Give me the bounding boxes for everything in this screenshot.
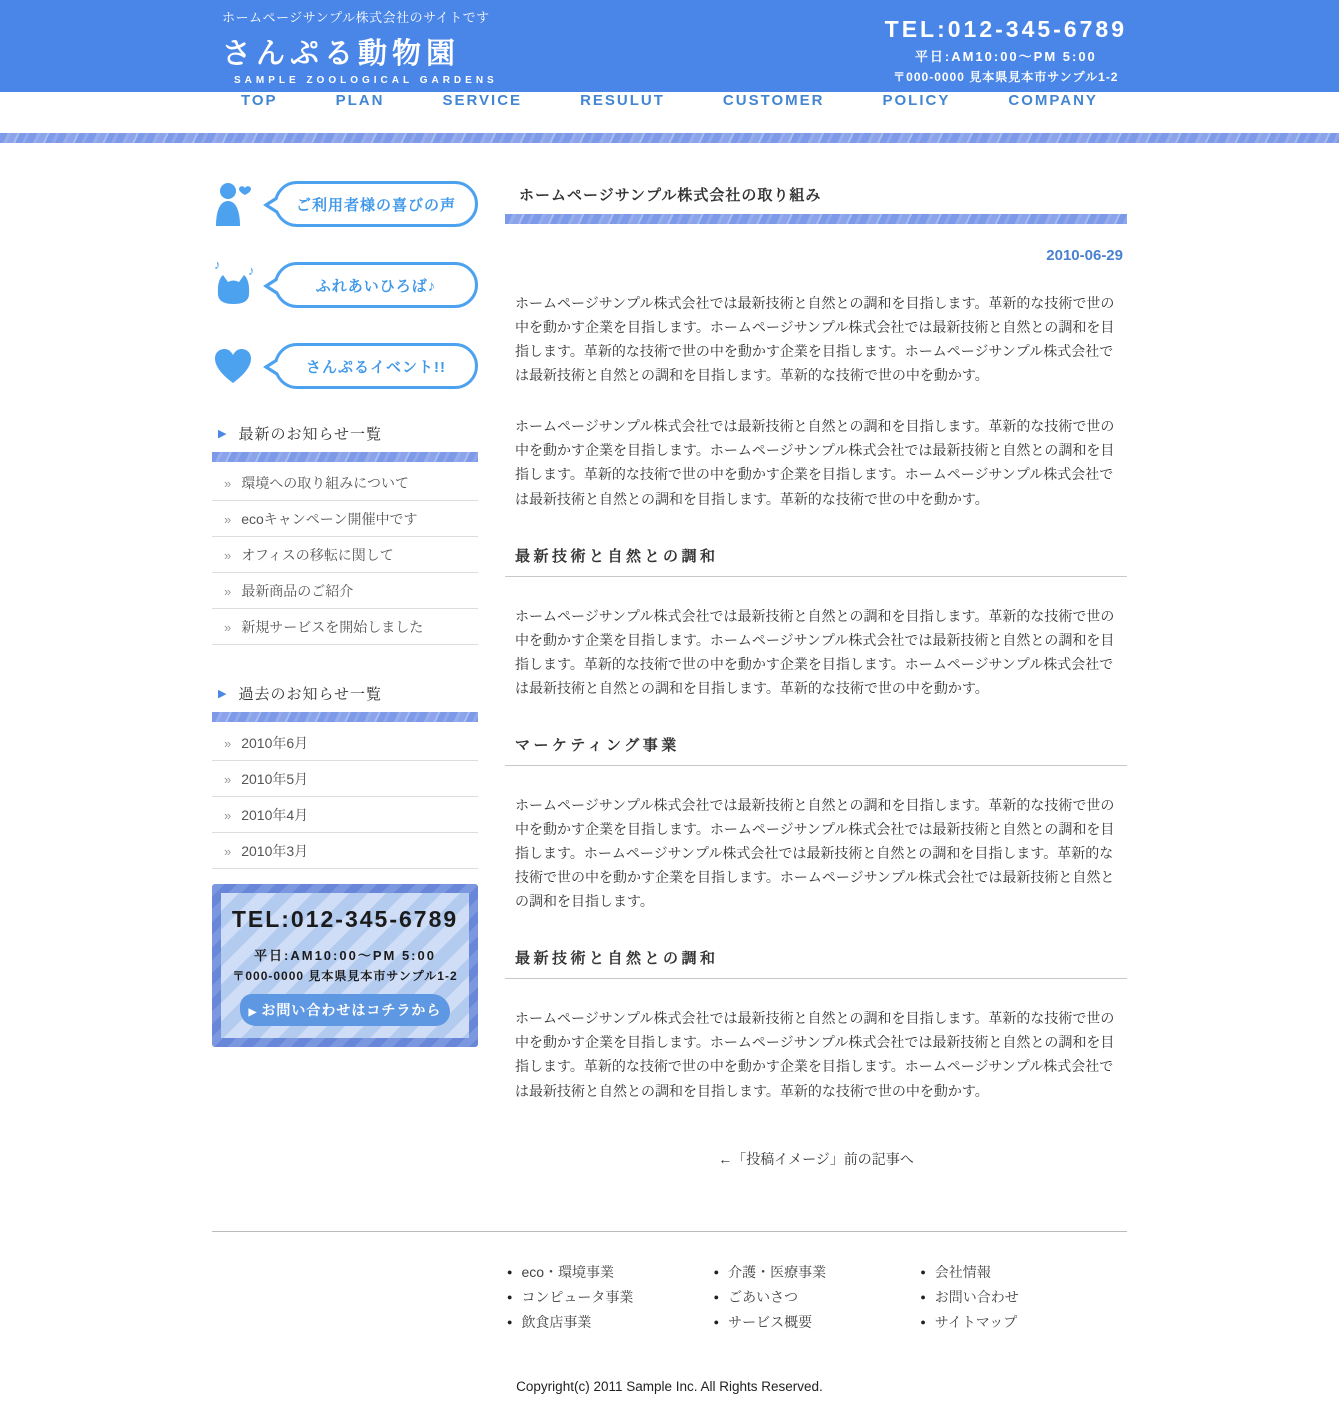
footer-link[interactable] — [507, 1287, 714, 1307]
footer-link-label[interactable]: eco・環境事業 — [521, 1263, 615, 1280]
contact-button-label: お問い合わせはコチラから — [261, 1002, 442, 1018]
triangle-bullet-icon: ▶ — [218, 688, 227, 700]
music-note-icon: ♪ — [248, 263, 255, 278]
past-news-item-label[interactable]: 2010年4月 — [241, 807, 309, 823]
latest-news-item[interactable] — [212, 609, 478, 645]
past-news-title: 過去のお知らせ一覧 — [238, 686, 383, 703]
footer-link-label[interactable]: ごあいさつ — [728, 1288, 799, 1305]
latest-news-header — [212, 423, 478, 444]
banner-event[interactable] — [212, 342, 478, 390]
header-address: 〒000-0000 見本県見本市サンプル1-2 — [893, 70, 1119, 84]
article-paragraph: ホームページサンプル株式会社では最新技術と自然との調和を目指します。革新的な技術で世の中を動かす企業を目指します。ホームページサンプル株式会社では最新技術と自然との調和を目指します。革新的な技術で世の中を動かす企業を目指します。ホームページサンプル株式会社では最新技術と自然との調和を目指します。革新的な技術で世の中を動かす。 — [515, 295, 1115, 384]
footer-link[interactable] — [920, 1287, 1127, 1307]
past-news-ribbon — [212, 712, 478, 722]
latest-news-item-label[interactable]: オフィスの移転に関して — [241, 547, 394, 563]
header-tel: TEL:012-345-6789 — [884, 16, 1127, 42]
footer-link-label[interactable]: サービス概要 — [728, 1313, 813, 1330]
footer-column-business — [507, 1262, 714, 1337]
article-paragraph: ホームページサンプル株式会社では最新技術と自然との調和を目指します。革新的な技術で世の中を動かす企業を目指します。ホームページサンプル株式会社では最新技術と自然との調和を目指します。革新的な技術で世の中を動かす企業を目指します。ホームページサンプル株式会社では最新技術と自然との調和を目指します。革新的な技術で世の中を動かす。 — [515, 1010, 1115, 1099]
music-note-icon: ♪ — [214, 257, 221, 272]
latest-news-item-label[interactable]: 環境への取り組みについて — [241, 475, 409, 491]
banner-event-label[interactable]: さんぷるイベント!! — [274, 343, 478, 389]
chevron-right-icon: » — [224, 475, 232, 491]
footer-link[interactable] — [507, 1262, 714, 1282]
header-contact-block — [885, 0, 1127, 92]
past-news-section — [212, 683, 478, 869]
person-heart-icon — [212, 180, 262, 228]
bullet-icon: ● — [507, 1316, 513, 1327]
site-header — [0, 0, 1339, 92]
footer-link[interactable] — [920, 1262, 1127, 1282]
bullet-icon: ● — [920, 1266, 926, 1277]
brand-block — [212, 0, 498, 92]
section-heading: 最新技術と自然との調和 — [505, 947, 1127, 979]
nav-item-result[interactable]: RESULUT — [580, 92, 665, 109]
footer-column-company — [920, 1262, 1127, 1337]
chevron-right-icon: » — [224, 807, 232, 823]
cat-music-icon — [212, 257, 262, 309]
past-news-item-label[interactable]: 2010年5月 — [241, 771, 309, 787]
bullet-icon: ● — [713, 1316, 720, 1327]
nav-item-company[interactable]: COMPANY — [1008, 92, 1098, 109]
bullet-icon: ● — [507, 1266, 513, 1277]
article-paragraph: ホームページサンプル株式会社では最新技術と自然との調和を目指します。革新的な技術で世の中を動かす企業を目指します。ホームページサンプル株式会社では最新技術と自然との調和を目指します。革新的な技術で世の中を動かす企業を目指します。ホームページサンプル株式会社では最新技術と自然との調和を目指します。革新的な技術で世の中を動かす。 — [515, 418, 1115, 507]
article-body — [505, 291, 1127, 1103]
footer-link[interactable] — [714, 1262, 921, 1282]
footer-link-label[interactable]: サイトマップ — [934, 1313, 1018, 1330]
chevron-right-icon: » — [224, 583, 232, 599]
banner-fureai[interactable] — [212, 257, 478, 309]
page-title-ribbon — [505, 214, 1127, 224]
chevron-right-icon: » — [224, 843, 232, 859]
bullet-icon: ● — [507, 1291, 513, 1302]
nav-item-policy[interactable]: POLICY — [882, 92, 951, 109]
banner-voice-label[interactable]: ご利用者様の喜びの声 — [274, 181, 478, 227]
article-paragraph: ホームページサンプル株式会社では最新技術と自然との調和を目指します。革新的な技術で世の中を動かす企業を目指します。ホームページサンプル株式会社では最新技術と自然との調和を目指します。ホームページサンプル株式会社では最新技術と自然との調和を目指します。革新的な技術で世の中を動かす企業を目指します。ホームページサンプル株式会社では最新技術と自然との調和を目指します。 — [515, 796, 1115, 910]
latest-news-title: 最新のお知らせ一覧 — [238, 426, 383, 443]
footer-link-label[interactable]: 介護・医療事業 — [728, 1263, 827, 1280]
footer-divider — [212, 1231, 1127, 1232]
nav-item-customer[interactable]: CUSTOMER — [722, 92, 825, 109]
bullet-icon: ● — [920, 1316, 926, 1327]
latest-news-item[interactable] — [212, 501, 478, 537]
footer-column-services — [714, 1262, 921, 1337]
latest-news-item-label[interactable]: 新規サービスを開始しました — [241, 619, 424, 635]
page-title: ホームページサンプル株式会社の取り組み — [519, 187, 822, 204]
footer-link[interactable] — [507, 1312, 714, 1332]
triangle-bullet-icon: ▶ — [248, 1007, 258, 1018]
article-date: 2010-06-29 — [1046, 247, 1123, 264]
footer-link[interactable] — [920, 1312, 1127, 1332]
footer-link-label[interactable]: 飲食店事業 — [521, 1313, 592, 1330]
bullet-icon: ● — [713, 1266, 720, 1277]
article-paragraph: ホームページサンプル株式会社では最新技術と自然との調和を目指します。革新的な技術で世の中を動かす企業を目指します。ホームページサンプル株式会社では最新技術と自然との調和を目指します。革新的な技術で世の中を動かす企業を目指します。ホームページサンプル株式会社では最新技術と自然との調和を目指します。革新的な技術で世の中を動かす。 — [515, 607, 1115, 696]
footer-link[interactable] — [714, 1312, 921, 1332]
chevron-right-icon: » — [224, 511, 232, 527]
sidebar-contact-banner[interactable] — [212, 884, 478, 1047]
prev-article-link[interactable]: ←「投稿イメージ」前の記事へ — [718, 1150, 914, 1167]
past-news-item-label[interactable]: 2010年6月 — [241, 735, 309, 751]
triangle-bullet-icon: ▶ — [218, 428, 227, 440]
footer-link-label[interactable]: 会社情報 — [934, 1263, 991, 1280]
chevron-right-icon: » — [224, 735, 232, 751]
latest-news-item[interactable] — [212, 537, 478, 573]
past-news-item-label[interactable]: 2010年3月 — [241, 843, 309, 859]
banner-voice[interactable] — [212, 180, 478, 228]
footer-nav — [507, 1262, 1127, 1337]
latest-news-section — [212, 423, 478, 645]
footer-link[interactable] — [714, 1287, 921, 1307]
banner-fureai-label[interactable]: ふれあいひろば♪ — [274, 262, 478, 308]
nav-ribbon-divider — [0, 133, 1339, 143]
chevron-right-icon: » — [224, 771, 232, 787]
footer-link-label[interactable]: お問い合わせ — [934, 1288, 1019, 1305]
site-footer — [0, 1231, 1339, 1394]
latest-news-ribbon — [212, 452, 478, 462]
past-news-header — [212, 683, 478, 704]
chevron-right-icon: » — [224, 547, 232, 563]
heart-icon — [212, 346, 262, 386]
main-nav — [0, 92, 1339, 133]
section-heading: 最新技術と自然との調和 — [505, 545, 1127, 577]
chevron-right-icon: » — [224, 619, 232, 635]
latest-news-item-label[interactable]: ecoキャンペーン開催中です — [241, 511, 418, 527]
contact-box-address: 〒000-0000 見本県見本市サンプル1-2 — [232, 969, 458, 983]
bullet-icon: ● — [920, 1291, 926, 1302]
latest-news-item[interactable] — [212, 573, 478, 609]
latest-news-item[interactable] — [212, 465, 478, 501]
footer-link-label[interactable]: コンピュータ事業 — [521, 1288, 634, 1305]
contact-button[interactable] — [240, 994, 450, 1026]
site-logo-subtitle: SAMPLE ZOOLOGICAL GARDENS — [234, 75, 498, 86]
latest-news-item-label[interactable]: 最新商品のご紹介 — [241, 583, 354, 599]
past-news-item[interactable] — [212, 797, 478, 833]
bullet-icon: ● — [713, 1291, 720, 1302]
sidebar — [212, 180, 478, 1169]
past-news-item[interactable] — [212, 725, 478, 761]
header-hours: 平日:AM10:00〜PM 5:00 — [914, 49, 1097, 64]
nav-item-plan[interactable]: PLAN — [335, 92, 385, 109]
site-tagline: ホームページサンプル株式会社のサイトです — [222, 10, 490, 25]
past-news-item[interactable] — [212, 833, 478, 869]
copyright: Copyright(c) 2011 Sample Inc. All Rights Reserved. — [516, 1378, 823, 1394]
contact-box-hours: 平日:AM10:00〜PM 5:00 — [254, 948, 436, 963]
nav-item-service[interactable]: SERVICE — [442, 92, 523, 109]
contact-box-tel: TEL:012-345-6789 — [231, 906, 459, 932]
section-heading: マーケティング事業 — [505, 734, 1127, 766]
past-news-item[interactable] — [212, 761, 478, 797]
site-logo[interactable]: さんぷる動物園 — [222, 38, 461, 70]
main-content — [505, 180, 1127, 1169]
nav-item-top[interactable]: TOP — [241, 92, 278, 109]
